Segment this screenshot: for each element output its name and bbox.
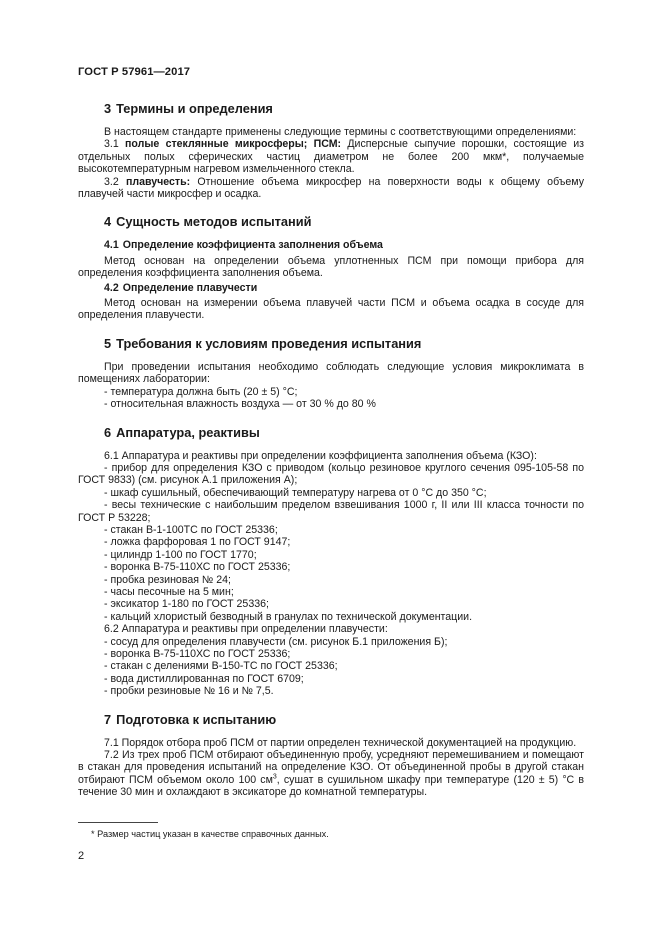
section-3 bbox=[78, 101, 584, 200]
section-6 bbox=[78, 425, 584, 698]
list-item: - воронка В-75-110ХС по ГОСТ 25336; bbox=[104, 648, 291, 660]
list-item: - сосуд для определения плавучести (см. рисунок Б.1 приложения Б); bbox=[104, 635, 448, 648]
list-item: - вода дистиллированная по ГОСТ 6709; bbox=[104, 672, 304, 685]
section-3-heading: 3 Термины и определения bbox=[104, 101, 273, 116]
list-item: - стакан с делениями В-150-ТС по ГОСТ 25336; bbox=[104, 660, 338, 673]
list-item: - пробки резиновые № 16 и № 7,5. bbox=[104, 685, 274, 698]
clause-6-1: 6.1 Аппаратура и реактивы при определении коэффициента заполнения объема (КЗО): bbox=[104, 449, 537, 462]
section-4-heading: 4 Сущность методов испытаний bbox=[104, 214, 312, 230]
clause-6-2: 6.2 Аппаратура и реактивы при определении плавучести: bbox=[104, 623, 388, 636]
section-7-heading: 7 Подготовка к испытанию bbox=[104, 711, 277, 727]
list-item: - весы технические с наибольшим пределом взвешивания 1000 г, II или III класса точности по ГОСТ Р 53228; bbox=[78, 499, 584, 524]
list-item: - пробка резиновая № 24; bbox=[104, 573, 231, 586]
section-6-heading: 6 Аппаратура, реактивы bbox=[104, 424, 260, 440]
document-header: ГОСТ Р 57961—2017 bbox=[78, 66, 191, 78]
footnote: * Размер частиц указан в качестве справочных данных. bbox=[91, 829, 329, 839]
list-item: - часы песочные на 5 мин; bbox=[104, 585, 234, 598]
list-item: - шкаф сушильный, обеспечивающий температуру нагрева от 0 °С до 350 °С; bbox=[104, 486, 487, 499]
list-item: - воронка В-75-110ХС по ГОСТ 25336; bbox=[104, 561, 291, 574]
subsection-4-1-heading: 4.1 Определение коэффициента заполнения объема bbox=[104, 239, 383, 252]
list-item: - температура должна быть (20 ± 5) °С; bbox=[104, 385, 298, 398]
section-5-intro: При проведении испытания необходимо соблюдать следующие условия микроклимата в помещениях лаборатории: bbox=[78, 360, 584, 386]
clause-7-1: 7.1 Порядок отбора проб ПСМ от партии определен технической документацией на продукцию. bbox=[104, 736, 577, 749]
subsection-4-1-text: Метод основан на определении объема уплотненных ПСМ при помощи прибора для определения коэффициента заполнения объема. bbox=[78, 254, 584, 280]
term-3-2: 3.2 плавучесть: Отношение объема микросфер на поверхности воды к общему объему плавучей части микросфер и осадка. bbox=[78, 175, 584, 201]
list-item: - ложка фарфоровая 1 по ГОСТ 9147; bbox=[104, 536, 291, 549]
list-item: - стакан В-1-100ТС по ГОСТ 25336; bbox=[104, 523, 278, 536]
subsection-4-2-text: Метод основан на измерении объема плавучей части ПСМ и объема осадка в сосуде для определения плавучести. bbox=[78, 297, 584, 322]
list-item: - эксикатор 1-180 по ГОСТ 25336; bbox=[104, 598, 269, 611]
list-item: - кальций хлористый безводный в гранулах по технической документации. bbox=[104, 610, 473, 623]
section-7 bbox=[78, 712, 584, 799]
footnote-divider bbox=[78, 822, 158, 823]
subsection-4-2-heading: 4.2 Определение плавучести bbox=[104, 281, 258, 294]
clause-7-2: 7.2 Из трех проб ПСМ отбирают объединенную пробу, усредняют перемешиванием и помещают в стакан для проведения испытаний на определение КЗО. От объединенной пробы в другой стакан отбирают ПСМ объемом около 100 $см^3$, сушат в сушильном шкафу при температуре (120 ± 5) °С в течение 30 мин и охлаждают в эксикаторе до комнатной температуры. bbox=[78, 749, 584, 799]
section-5-heading: 5 Требования к условиям проведения испытания bbox=[104, 335, 422, 351]
list-item: - относительная влажность воздуха — от 30 % до 80 % bbox=[104, 398, 376, 411]
list-item: - цилиндр 1-100 по ГОСТ 1770; bbox=[104, 548, 257, 561]
term-3-1: 3.1 полые стеклянные микросферы; ПСМ: Дисперсные сыпучие порошки, состоящие из отдельных полых сферических частиц диаметром не более 200 мкм*, получаемые высокотемпературным нагревом измельченного стекла. bbox=[78, 138, 584, 176]
document-body bbox=[78, 93, 584, 799]
section-4 bbox=[78, 214, 584, 321]
section-3-intro: В настоящем стандарте применены следующие термины с соответствующими определениями: bbox=[104, 126, 577, 138]
page-number: 2 bbox=[78, 850, 85, 862]
section-5 bbox=[78, 336, 584, 411]
list-item: - прибор для определения КЗО с приводом (кольцо резиновое круглого сечения 095-105-58 по ГОСТ 9833) (см. рисунок А.1 приложения А); bbox=[78, 461, 584, 487]
